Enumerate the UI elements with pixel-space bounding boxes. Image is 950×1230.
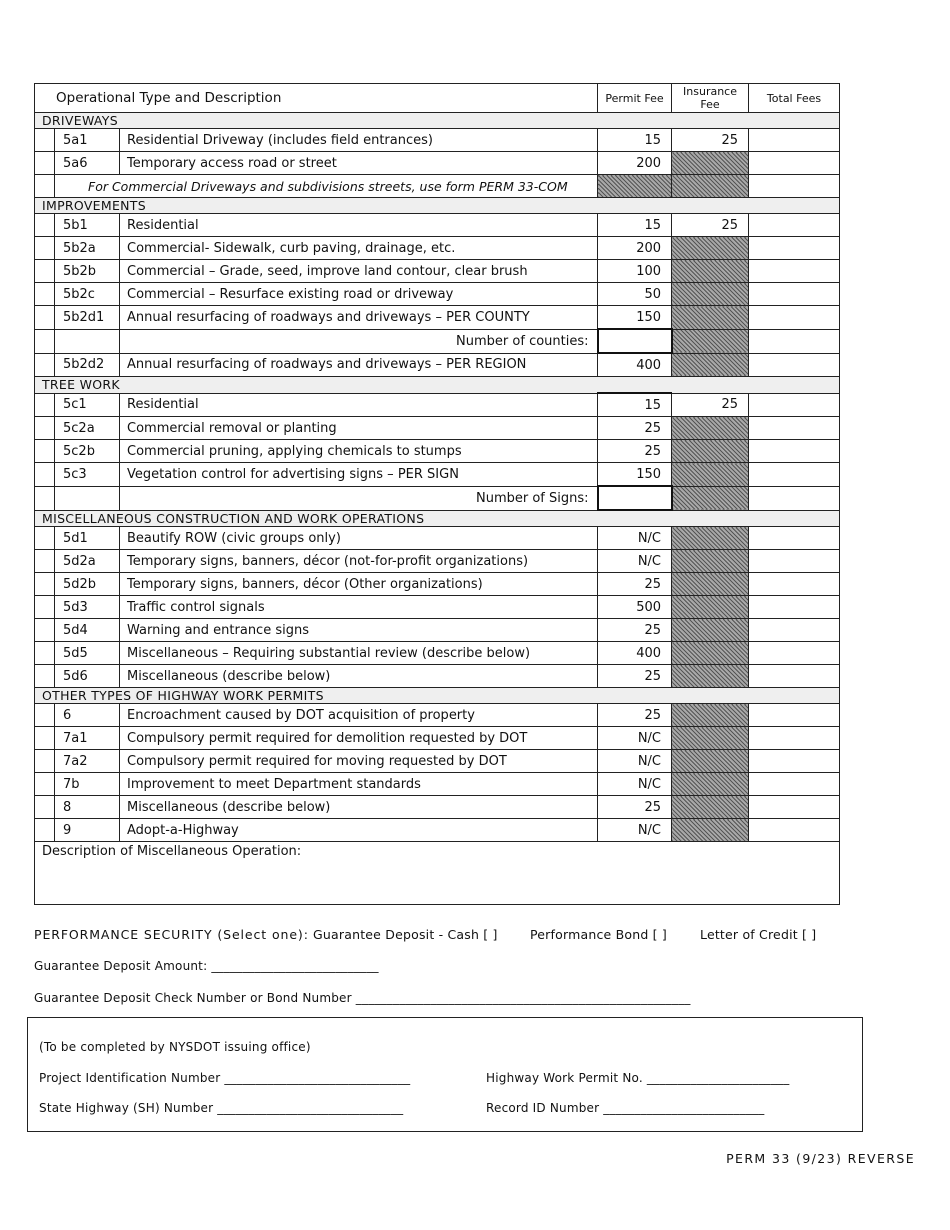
total-fee-field[interactable] <box>749 283 840 306</box>
permit-fee-value: 25 <box>598 573 672 596</box>
total-fee-field[interactable] <box>749 642 840 665</box>
permit-fee-value: 150 <box>598 306 672 330</box>
shaded-cell <box>672 596 749 619</box>
row-code: 5d6 <box>55 665 120 688</box>
row-description: Commercial pruning, applying chemicals to stumps <box>120 440 598 463</box>
permit-fee-value: 25 <box>598 417 672 440</box>
permit-fee-value: 25 <box>598 665 672 688</box>
row-code: 5a6 <box>55 152 120 175</box>
row-code: 5d1 <box>55 527 120 550</box>
permit-fee-value: 15 <box>598 129 672 152</box>
row-description: Commercial- Sidewalk, curb paving, drainage, etc. <box>120 237 598 260</box>
shaded-cell <box>672 237 749 260</box>
table-row <box>35 750 840 773</box>
table-row <box>35 619 840 642</box>
total-fee-field[interactable] <box>749 214 840 237</box>
row-description: Compulsory permit required for moving requested by DOT <box>120 750 598 773</box>
shaded-cell <box>672 283 749 306</box>
total-fee-field[interactable] <box>749 353 840 377</box>
description-label: Description of Miscellaneous Operation: <box>42 844 302 859</box>
guarantee-cash-checkbox[interactable]: Guarantee Deposit - Cash [ ] <box>313 927 498 942</box>
permit-fee-table <box>34 83 840 905</box>
row-code: 5b1 <box>55 214 120 237</box>
row-code: 5a1 <box>55 129 120 152</box>
row-description: Miscellaneous (describe below) <box>120 665 598 688</box>
table-row <box>35 283 840 306</box>
permit-fee-value: 15 <box>598 393 672 417</box>
permit-fee-value: 15 <box>598 214 672 237</box>
table-row <box>35 819 840 842</box>
permit-fee-value: N/C <box>598 527 672 550</box>
table-row <box>35 260 840 283</box>
shaded-cell <box>672 773 749 796</box>
total-fee-field[interactable] <box>749 393 840 417</box>
total-fee-field[interactable] <box>749 329 840 353</box>
project-id-field[interactable]: Project Identification Number ______________________________ <box>39 1071 411 1085</box>
section-driveways: DRIVEWAYS <box>35 113 840 129</box>
number-of-counties-input[interactable] <box>598 329 672 353</box>
row-description: Residential Driveway (includes field entrances) <box>120 129 598 152</box>
row-description: Commercial removal or planting <box>120 417 598 440</box>
header-total-fees: Total Fees <box>749 84 840 113</box>
table-row <box>35 237 840 260</box>
total-fee-field[interactable] <box>749 750 840 773</box>
row-code: 5c2a <box>55 417 120 440</box>
permit-fee-value: 400 <box>598 642 672 665</box>
table-row <box>35 393 840 417</box>
number-of-signs-input[interactable] <box>598 486 672 510</box>
permit-fee-value: N/C <box>598 750 672 773</box>
shaded-cell <box>672 260 749 283</box>
row-description: Commercial – Resurface existing road or driveway <box>120 283 598 306</box>
table-row <box>35 550 840 573</box>
table-row <box>35 773 840 796</box>
table-row <box>35 214 840 237</box>
row-description: Miscellaneous (describe below) <box>120 796 598 819</box>
insurance-fee-value: 25 <box>672 214 749 237</box>
insurance-fee-value: 25 <box>672 393 749 417</box>
row-description: Temporary signs, banners, décor (not-for-profit organizations) <box>120 550 598 573</box>
table-row <box>35 527 840 550</box>
row-code: 9 <box>55 819 120 842</box>
shaded-cell <box>672 750 749 773</box>
row-description: Beautify ROW (civic groups only) <box>120 527 598 550</box>
section-tree-work: TREE WORK <box>35 377 840 394</box>
form-footer: PERM 33 (9/23) REVERSE <box>726 1151 915 1166</box>
shaded-cell <box>672 152 749 175</box>
table-header-row <box>35 84 840 113</box>
performance-security-label: PERFORMANCE SECURITY (Select one): <box>34 927 309 942</box>
description-field[interactable] <box>35 842 840 905</box>
table-row <box>35 463 840 487</box>
total-fee-field[interactable] <box>749 527 840 550</box>
shaded-cell <box>672 329 749 353</box>
office-note: (To be completed by NYSDOT issuing office) <box>39 1040 311 1054</box>
table-row <box>35 175 840 198</box>
insurance-fee-value: 25 <box>672 129 749 152</box>
header-operational: Operational Type and Description <box>35 84 598 113</box>
row-description: Vegetation control for advertising signs – PER SIGN <box>120 463 598 487</box>
shaded-cell <box>672 642 749 665</box>
state-highway-number-field[interactable]: State Highway (SH) Number ______________________________ <box>39 1101 404 1115</box>
permit-fee-value: 100 <box>598 260 672 283</box>
row-code: 5b2b <box>55 260 120 283</box>
row-code: 5c1 <box>55 393 120 417</box>
row-code: 5b2a <box>55 237 120 260</box>
total-fee-field[interactable] <box>749 704 840 727</box>
row-description: Miscellaneous – Requiring substantial review (describe below) <box>120 642 598 665</box>
row-description: Commercial – Grade, seed, improve land contour, clear brush <box>120 260 598 283</box>
row-code: 5d2a <box>55 550 120 573</box>
row-description: Adopt-a-Highway <box>120 819 598 842</box>
table-row <box>35 152 840 175</box>
permit-fee-value: 25 <box>598 619 672 642</box>
total-fee-field[interactable] <box>749 440 840 463</box>
table-row <box>35 704 840 727</box>
total-fee-field[interactable] <box>749 237 840 260</box>
shaded-cell <box>672 463 749 487</box>
total-fee-field[interactable] <box>749 550 840 573</box>
shaded-cell <box>672 665 749 688</box>
shaded-cell <box>672 486 749 510</box>
row-code: 5d4 <box>55 619 120 642</box>
performance-bond-checkbox[interactable]: Performance Bond [ ] <box>530 927 667 942</box>
table-row <box>35 642 840 665</box>
table-row <box>35 417 840 440</box>
total-fee-field[interactable] <box>749 463 840 487</box>
table-row <box>35 796 840 819</box>
shaded-cell <box>672 550 749 573</box>
row-code: 8 <box>55 796 120 819</box>
shaded-cell <box>672 819 749 842</box>
letter-of-credit-checkbox[interactable]: Letter of Credit [ ] <box>700 927 817 942</box>
guarantee-deposit-amount-field[interactable]: Guarantee Deposit Amount: ___________________________ <box>34 959 379 973</box>
table-row <box>35 353 840 377</box>
section-misc: MISCELLANEOUS CONSTRUCTION AND WORK OPERATIONS <box>35 510 840 527</box>
table-row <box>35 329 840 353</box>
row-description: Traffic control signals <box>120 596 598 619</box>
description-row <box>35 842 840 905</box>
row-description: Temporary signs, banners, décor (Other organizations) <box>120 573 598 596</box>
shaded-cell <box>672 573 749 596</box>
shaded-cell <box>672 440 749 463</box>
row-code: 5b2d2 <box>55 353 120 377</box>
total-fee-field[interactable] <box>749 819 840 842</box>
shaded-cell <box>672 619 749 642</box>
row-code: 7a2 <box>55 750 120 773</box>
row-code: 5d5 <box>55 642 120 665</box>
total-fee-field[interactable] <box>749 129 840 152</box>
header-insurance-fee: Insurance Fee <box>672 84 749 113</box>
permit-fee-value: 400 <box>598 353 672 377</box>
table-row <box>35 306 840 330</box>
row-description: Temporary access road or street <box>120 152 598 175</box>
table-row <box>35 665 840 688</box>
issuing-office-box <box>27 1017 863 1132</box>
table-row <box>35 486 840 510</box>
table-row <box>35 573 840 596</box>
row-description: Encroachment caused by DOT acquisition of property <box>120 704 598 727</box>
total-fee-field[interactable] <box>749 665 840 688</box>
row-description: Annual resurfacing of roadways and driveways – PER REGION <box>120 353 598 377</box>
permit-fee-value: 25 <box>598 796 672 819</box>
row-code: 7a1 <box>55 727 120 750</box>
row-description: Improvement to meet Department standards <box>120 773 598 796</box>
row-description: Residential <box>120 393 598 417</box>
shaded-cell <box>598 175 672 198</box>
shaded-cell <box>672 527 749 550</box>
permit-fee-value: 150 <box>598 463 672 487</box>
permit-fee-value: N/C <box>598 773 672 796</box>
permit-fee-value: N/C <box>598 727 672 750</box>
permit-fee-value: 500 <box>598 596 672 619</box>
section-improvements: IMPROVEMENTS <box>35 198 840 214</box>
check-or-bond-number-field[interactable]: Guarantee Deposit Check Number or Bond Number ______________________________________________________ <box>34 991 691 1005</box>
permit-fee-value: 50 <box>598 283 672 306</box>
record-id-field[interactable]: Record ID Number __________________________ <box>486 1101 765 1115</box>
driveways-note: For Commercial Driveways and subdivisions streets, use form PERM 33-COM <box>55 175 598 198</box>
total-fee-field[interactable] <box>749 486 840 510</box>
section-other: OTHER TYPES OF HIGHWAY WORK PERMITS <box>35 688 840 704</box>
permit-fee-value: 25 <box>598 704 672 727</box>
row-code: 7b <box>55 773 120 796</box>
permit-fee-value: 200 <box>598 237 672 260</box>
row-code: 5b2c <box>55 283 120 306</box>
highway-permit-no-field[interactable]: Highway Work Permit No. _______________________ <box>486 1071 790 1085</box>
total-fee-field[interactable] <box>749 796 840 819</box>
permit-fee-value: 25 <box>598 440 672 463</box>
total-fee-field[interactable] <box>749 573 840 596</box>
row-code: 6 <box>55 704 120 727</box>
shaded-cell <box>672 175 749 198</box>
shaded-cell <box>672 704 749 727</box>
permit-fee-value: 200 <box>598 152 672 175</box>
table-row <box>35 596 840 619</box>
total-fee-field[interactable] <box>749 306 840 330</box>
row-code: 5c3 <box>55 463 120 487</box>
header-permit-fee: Permit Fee <box>598 84 672 113</box>
number-of-signs-label: Number of Signs: <box>120 486 598 510</box>
total-fee-field[interactable] <box>749 596 840 619</box>
row-code: 5d3 <box>55 596 120 619</box>
row-description: Warning and entrance signs <box>120 619 598 642</box>
table-row <box>35 440 840 463</box>
shaded-cell <box>672 727 749 750</box>
total-fee-field[interactable] <box>749 727 840 750</box>
row-code: 5c2b <box>55 440 120 463</box>
total-fee-field[interactable] <box>749 619 840 642</box>
shaded-cell <box>672 417 749 440</box>
row-code: 5d2b <box>55 573 120 596</box>
total-fee-field[interactable] <box>749 417 840 440</box>
row-code: 5b2d1 <box>55 306 120 330</box>
table-row <box>35 727 840 750</box>
total-fee-field[interactable] <box>749 175 840 198</box>
number-of-counties-label: Number of counties: <box>120 329 598 353</box>
total-fee-field[interactable] <box>749 152 840 175</box>
total-fee-field[interactable] <box>749 260 840 283</box>
row-description: Compulsory permit required for demolition requested by DOT <box>120 727 598 750</box>
total-fee-field[interactable] <box>749 773 840 796</box>
table-row <box>35 129 840 152</box>
shaded-cell <box>672 796 749 819</box>
shaded-cell <box>672 353 749 377</box>
permit-fee-value: N/C <box>598 550 672 573</box>
permit-fee-value: N/C <box>598 819 672 842</box>
shaded-cell <box>672 306 749 330</box>
row-description: Residential <box>120 214 598 237</box>
row-description: Annual resurfacing of roadways and driveways – PER COUNTY <box>120 306 598 330</box>
